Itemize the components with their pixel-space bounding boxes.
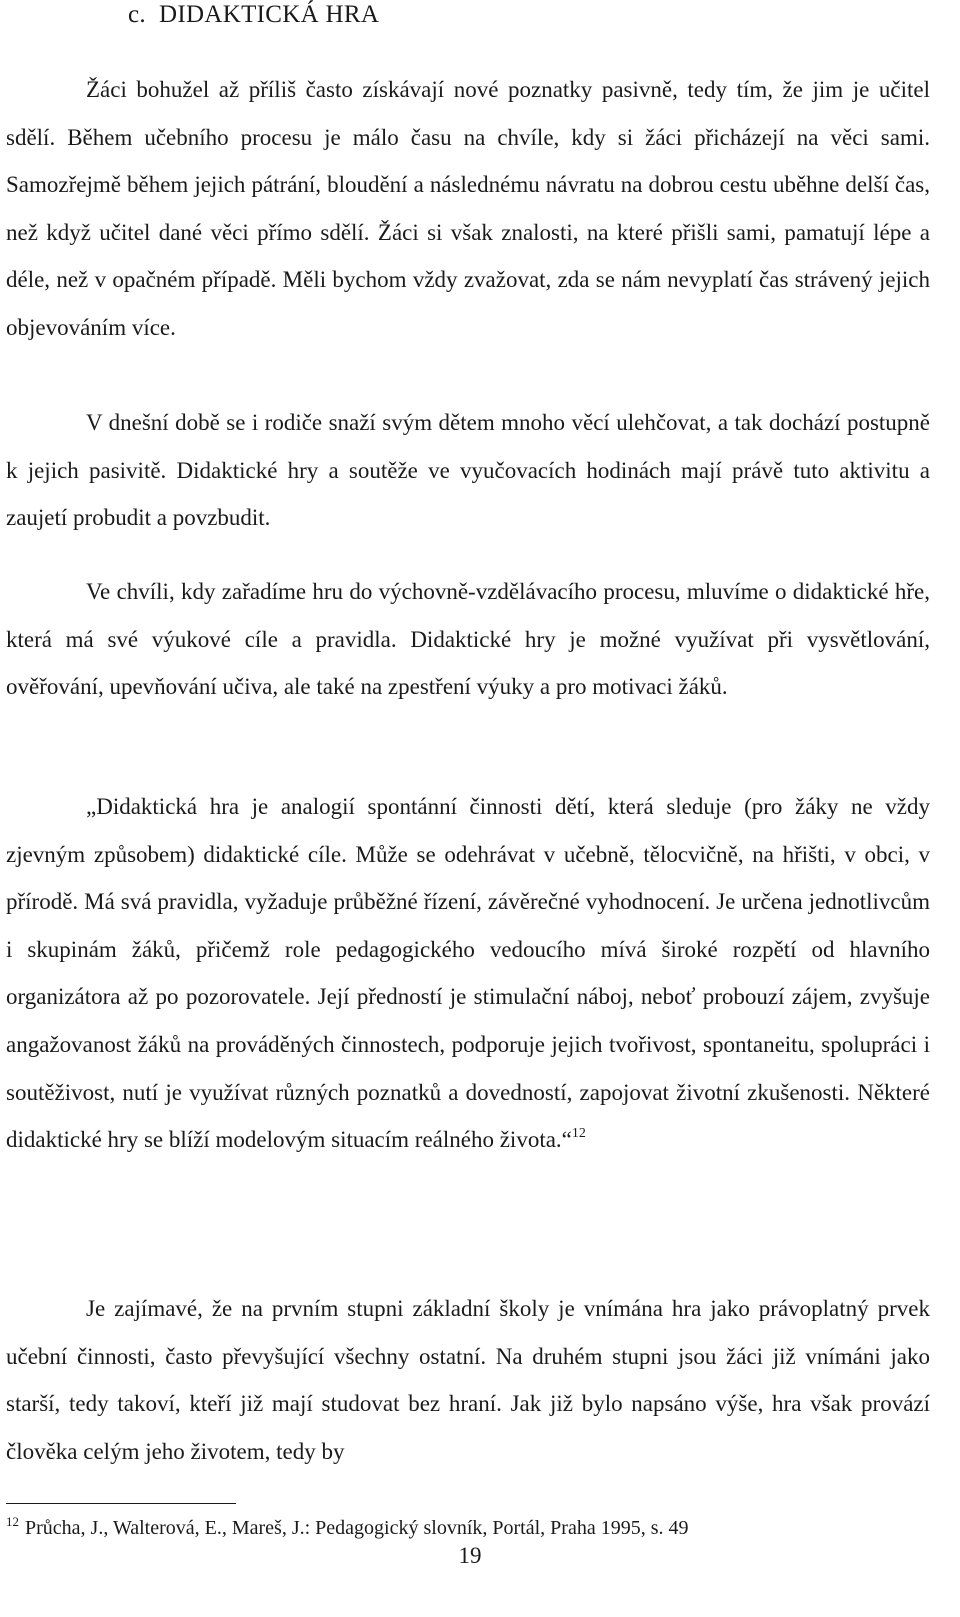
footnote-text: Průcha, J., Walterová, E., Mareš, J.: Pedagogický slovník, Portál, Praha 1995, s. 49 — [25, 1517, 689, 1539]
paragraph-5: Je zajímavé, že na prvním stupni základní školy je vnímána hra jako právoplatný prvek učební činnosti, často převyšující všechny ostatní. Na druhém stupni jsou žáci již vnímáni jako starší, tedy takoví, kteří již mají studovat bez hraní. Jak již bylo napsáno výše, hra však provází člověka celým jeho životem, tedy by — [6, 1296, 930, 1464]
footnote-reference[interactable]: 12 — [571, 1126, 586, 1142]
page-number: 19 — [458, 1543, 482, 1568]
paragraph-1: Žáci bohužel až příliš často získávají nové poznatky pasivně, tedy tím, že jim je učitel sdělí. Během učebního procesu je málo času na chvíle, kdy si žáci přicházejí na věci sami. Samozřejmě během jejich pátrání, bloudění a následnému návratu na dobrou cestu uběhne delší čas, než když učitel dané věci přímo sdělí. Žáci si však znalosti, na které přišli sami, pamatují lépe a déle, než v opačném případě. Měli bychom vždy zvažovat, zda se nám nevyplatí čas strávený jejich objevováním více. — [6, 77, 930, 340]
section-heading: c. DIDAKTICKÁ HRA — [128, 1, 380, 28]
paragraph-3: Ve chvíli, kdy zařadíme hru do výchovně-vzdělávacího procesu, mluvíme o didaktické hře, která má své výukové cíle a pravidla. Didaktické hry je možné využívat při vysvětlování, ověřování, upevňování učiva, ale také na zpestření výuky a pro motivaci žáků. — [6, 579, 930, 700]
footnote — [6, 1514, 688, 1542]
footnote-divider — [6, 1503, 236, 1504]
paragraph-2: V dnešní době se i rodiče snaží svým dětem mnoho věcí ulehčovat, a tak dochází postupně k jejich pasivitě. Didaktické hry a soutěže ve vyučovacích hodinách mají právě tuto aktivitu a zaujetí probudit a povzbudit. — [6, 410, 930, 531]
quote-paragraph — [6, 783, 930, 1164]
quote-text: „Didaktická hra je analogií spontánní činnosti dětí, která sleduje (pro žáky ne vždy zjevným způsobem) didaktické cíle. Může se odehrávat v učebně, tělocvičně, na hřišti, v obci, v přírodě. Má svá pravidla, vyžaduje průběžné řízení, závěrečné vyhodnocení. Je určena jednotlivcům i skupinám žáků, přičemž role pedagogického vedoucího mívá široké rozpětí od hlavního organizátora až po pozorovatele. Její předností je stimulační náboj, neboť probouzí zájem, zvyšuje angažovanost žáků na prováděných činnostech, podporuje jejich tvořivost, spontaneitu, spolupráci i soutěživost, nutí je využívat různých poznatků a dovedností, zapojovat životní zkušenosti. Některé didaktické hry se blíží modelovým situacím reálného života.“ — [6, 794, 930, 1153]
footnote-number: 12 — [6, 1514, 19, 1529]
